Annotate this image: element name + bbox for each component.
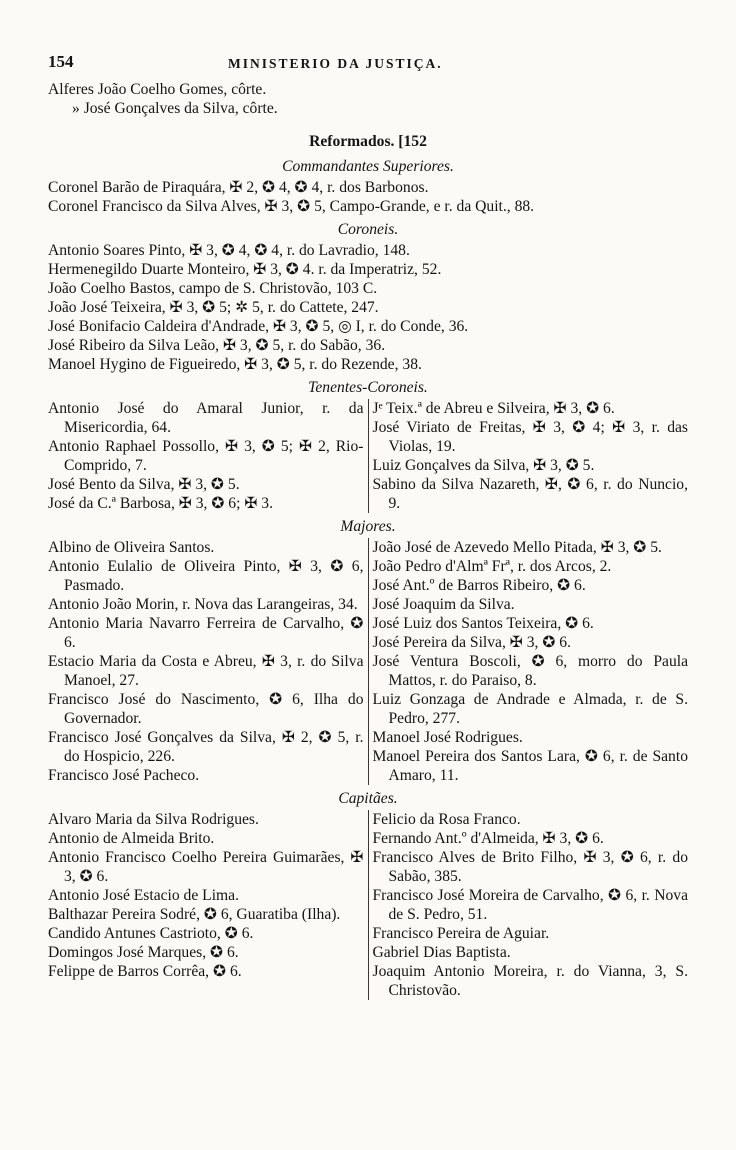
right-column: [368, 538, 689, 785]
right-column: [368, 399, 689, 513]
entry-line: Antonio Eulalio de Oliveira Pinto, ✠ 3, ✪ 6, Pasmado.: [48, 558, 364, 594]
entry-line: Antonio de Almeida Brito.: [48, 830, 215, 847]
page-number: 154: [48, 52, 74, 71]
entry-line: Antonio Maria Navarro Ferreira de Carvalho, ✪ 6.: [48, 615, 364, 651]
entry-line: Domingos José Marques, ✪ 6.: [48, 944, 239, 961]
entry-line: Coronel Francisco da Silva Alves, ✠ 3, ✪ 5, Campo-Grande, e r. da Quit., 88.: [48, 198, 535, 215]
section-heading-commandantes: Commandantes Superiores.: [282, 158, 454, 175]
entry-line: João Pedro d'Almª Frª, r. dos Arcos, 2.: [372, 558, 612, 575]
entry-line: Francisco Pereira de Aguiar.: [372, 925, 550, 942]
two-column-block: [48, 399, 688, 513]
entry-line: José da C.ª Barbosa, ✠ 3, ✪ 6; ✠ 3.: [48, 495, 273, 512]
running-title: MINISTERIO DA JUSTIÇA.: [228, 56, 443, 71]
entry-line: José Luiz dos Santos Teixeira, ✪ 6.: [372, 615, 594, 632]
entry-line: José Joaquim da Silva.: [372, 596, 515, 613]
entry-line: Francisco José Moreira de Carvalho, ✪ 6, r. Nova de S. Pedro, 51.: [372, 887, 688, 923]
entry-line: João José de Azevedo Mello Pitada, ✠ 3, ✪ 5.: [372, 539, 662, 556]
entry-line: João Coelho Bastos, campo de S. Christovão, 103 C.: [48, 280, 378, 297]
entry-line: Coronel Barão de Piraquára, ✠ 2, ✪ 4, ✪ 4, r. dos Barbonos.: [48, 179, 429, 196]
entry-line: Luiz Gonçalves da Silva, ✠ 3, ✪ 5.: [372, 457, 595, 474]
entry-line: Manoel José Rodrigues.: [372, 729, 523, 746]
entry-line: Felippe de Barros Corrêa, ✪ 6.: [48, 963, 242, 980]
entry-line: João José Teixeira, ✠ 3, ✪ 5; ✲ 5, r. do Cattete, 247.: [48, 299, 379, 316]
entry-line: Albino de Oliveira Santos.: [48, 539, 215, 556]
left-column: [48, 399, 368, 513]
entry-line: Estacio Maria da Costa e Abreu, ✠ 3, r. do Silva Manoel, 27.: [48, 653, 364, 689]
entry-line: » José Gonçalves da Silva, côrte.: [72, 100, 278, 117]
left-column: [48, 538, 368, 785]
entry-line: Luiz Gonzaga de Andrade e Almada, r. de S. Pedro, 277.: [372, 691, 688, 727]
entry-line: Antonio Soares Pinto, ✠ 3, ✪ 4, ✪ 4, r. do Lavradio, 148.: [48, 242, 410, 259]
entry-line: Sabino da Silva Nazareth, ✠, ✪ 6, r. do Nuncio, 9.: [372, 476, 688, 512]
section-heading-reformados: Reformados. [152: [309, 133, 427, 150]
right-column: [368, 810, 689, 1000]
two-column-block: [48, 810, 688, 1000]
page-header: [48, 52, 688, 80]
entry-line: Balthazar Pereira Sodré, ✪ 6, Guaratiba (Ilha).: [48, 906, 341, 923]
two-column-block: [48, 538, 688, 785]
entry-line: Gabriel Dias Baptista.: [372, 944, 511, 961]
entry-line: Hermenegildo Duarte Monteiro, ✠ 3, ✪ 4. r. da Imperatriz, 52.: [48, 261, 442, 278]
entry-line: Alferes João Coelho Gomes, côrte.: [48, 81, 267, 98]
entry-line: Manoel Hygino de Figueiredo, ✠ 3, ✪ 5, r. do Rezende, 38.: [48, 356, 422, 373]
entry-line: Antonio João Morin, r. Nova das Larangeiras, 34.: [48, 596, 358, 613]
entry-line: Felicio da Rosa Franco.: [372, 811, 521, 828]
entry-line: José Ribeiro da Silva Leão, ✠ 3, ✪ 5, r. do Sabão, 36.: [48, 337, 386, 354]
entry-line: Manoel Pereira dos Santos Lara, ✪ 6, r. de Santo Amaro, 11.: [372, 748, 688, 784]
entry-line: Alvaro Maria da Silva Rodrigues.: [48, 811, 259, 828]
section-heading-coroneis: Coroneis.: [337, 221, 399, 238]
entry-line: Antonio Francisco Coelho Pereira Guimarães, ✠ 3, ✪ 6.: [48, 849, 364, 885]
entry-line: Antonio José do Amaral Junior, r. da Misericordia, 64.: [48, 400, 364, 436]
section-heading-majores: Majores.: [340, 518, 396, 535]
entry-line: Antonio Raphael Possollo, ✠ 3, ✪ 5; ✠ 2, Rio-Comprido, 7.: [48, 438, 364, 474]
entry-line: Jᵉ Teix.ª de Abreu e Silveira, ✠ 3, ✪ 6.: [372, 400, 615, 417]
section-heading-capitaes: Capitães.: [338, 790, 398, 807]
entry-line: José Viriato de Freitas, ✠ 3, ✪ 4; ✠ 3, r. das Violas, 19.: [372, 419, 688, 455]
entry-line: Francisco José Gonçalves da Silva, ✠ 2, ✪ 5, r. do Hospicio, 226.: [48, 729, 364, 765]
entry-line: Candido Antunes Castrioto, ✪ 6.: [48, 925, 254, 942]
entry-line: Antonio José Estacio de Lima.: [48, 887, 239, 904]
entry-line: Francisco José Pacheco.: [48, 767, 200, 784]
section-heading-tenentes: Tenentes-Coroneis.: [308, 379, 428, 396]
entry-line: José Ventura Boscoli, ✪ 6, morro do Paula Mattos, r. do Paraiso, 8.: [372, 653, 688, 689]
entry-line: José Ant.º de Barros Ribeiro, ✪ 6.: [372, 577, 586, 594]
left-column: [48, 810, 368, 1000]
entry-line: Francisco José do Nascimento, ✪ 6, Ilha do Governador.: [48, 691, 364, 727]
entry-line: Francisco Alves de Brito Filho, ✠ 3, ✪ 6, r. do Sabão, 385.: [372, 849, 688, 885]
entry-line: José Bento da Silva, ✠ 3, ✪ 5.: [48, 476, 240, 493]
document-page: [48, 52, 688, 1000]
entry-line: José Pereira da Silva, ✠ 3, ✪ 6.: [372, 634, 571, 651]
entry-line: Joaquim Antonio Moreira, r. do Vianna, 3, S. Christovão.: [372, 963, 688, 999]
entry-line: Fernando Ant.º d'Almeida, ✠ 3, ✪ 6.: [372, 830, 604, 847]
entry-line: José Bonifacio Caldeira d'Andrade, ✠ 3, ✪ 5, ◎ I, r. do Conde, 36.: [48, 318, 469, 335]
